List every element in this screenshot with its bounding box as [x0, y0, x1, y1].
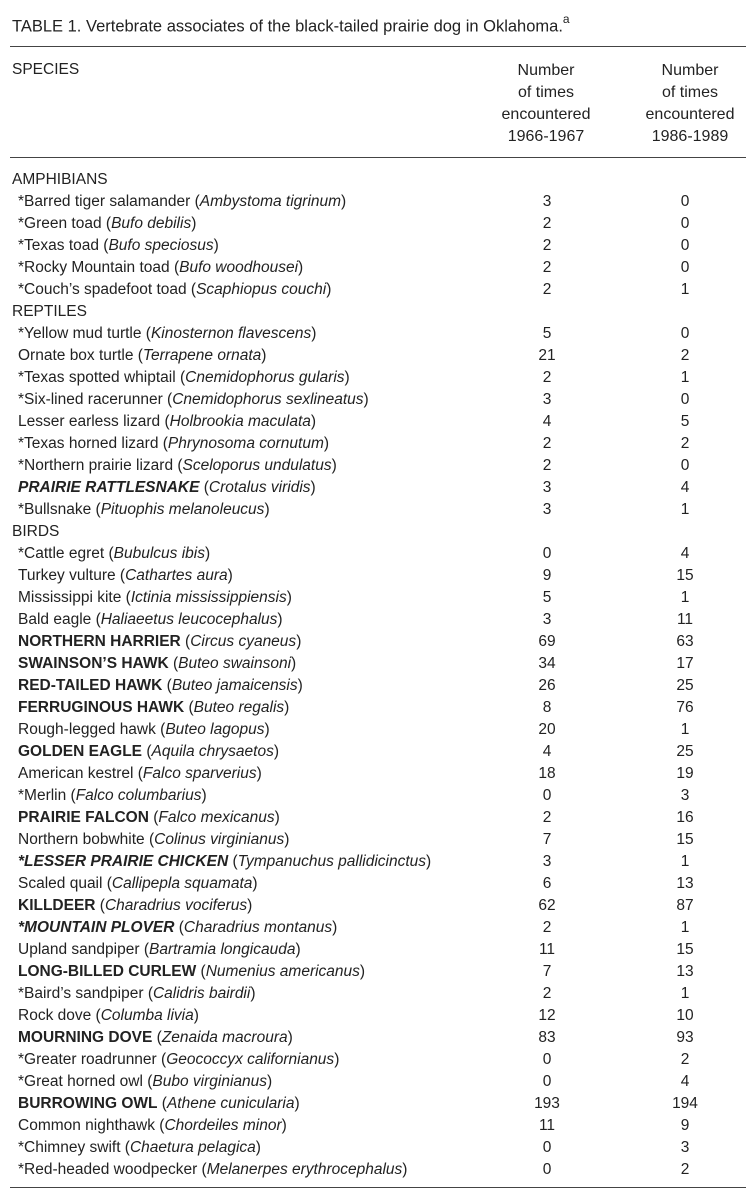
group-heading [0, 521, 756, 543]
count-1986-1989: 15 [676, 567, 694, 584]
table-row [0, 433, 756, 455]
scientific-name: Crotalus viridis [208, 479, 311, 496]
count-1966-1967: 3 [542, 501, 552, 518]
count-1966-1967: 2 [542, 809, 552, 826]
count-1986-1989: 13 [676, 963, 694, 980]
table-row [0, 191, 756, 213]
header-rule [10, 157, 746, 158]
common-name: Mississippi kite [18, 589, 122, 606]
count-1966-1967: 2 [542, 369, 552, 386]
count-1986-1989: 0 [680, 215, 690, 232]
scientific-name: Cnemidophorus sexlineatus [172, 391, 364, 408]
top-rule [10, 46, 746, 47]
table-row [0, 565, 756, 587]
table-row [0, 851, 756, 873]
scientific-name: Buteo swainsoni [178, 655, 292, 672]
scientific-name: Bufo debilis [111, 215, 192, 232]
table-row [0, 1115, 756, 1137]
table-row [0, 499, 756, 521]
scientific-name: Bubo virginianus [152, 1073, 268, 1090]
count-1966-1967: 0 [542, 545, 552, 562]
common-name: MOURNING DOVE [18, 1029, 153, 1046]
count-1986-1989: 17 [676, 655, 694, 672]
count-1966-1967: 2 [542, 237, 552, 254]
count-1966-1967: 0 [542, 1161, 552, 1178]
count-1986-1989: 1 [680, 589, 690, 606]
count-1966-1967: 18 [538, 765, 556, 782]
species-name: Rough-legged hawk (Buteo lagopus) [18, 721, 270, 738]
common-name: KILLDEER [18, 897, 96, 914]
count-1966-1967: 21 [538, 347, 556, 364]
species-name: *Texas spotted whiptail (Cnemidophorus gularis) [18, 369, 350, 386]
header-col1-line: encountered [501, 106, 591, 123]
common-name: Bald eagle [18, 611, 92, 628]
scientific-name: Scaphiopus couchi [196, 281, 327, 298]
species-name: Rock dove (Columba livia) [18, 1007, 199, 1024]
count-1966-1967: 12 [538, 1007, 556, 1024]
species-name: Common nighthawk (Chordeiles minor) [18, 1117, 287, 1134]
caption-text: TABLE 1. Vertebrate associates of the black-tailed prairie dog in Oklahoma. [12, 17, 563, 36]
caption-footnote-marker: a [562, 12, 570, 26]
count-1966-1967: 4 [542, 743, 552, 760]
header-col-1966-1967 [481, 60, 611, 148]
common-name: PRAIRIE FALCON [18, 809, 149, 826]
count-1986-1989: 10 [676, 1007, 694, 1024]
count-1986-1989: 9 [680, 1117, 690, 1134]
scientific-name: Chaetura pelagica [129, 1139, 256, 1156]
table-row [0, 345, 756, 367]
count-1966-1967: 3 [542, 193, 552, 210]
count-1966-1967: 26 [538, 677, 556, 694]
count-1986-1989: 3 [680, 787, 690, 804]
table-row [0, 257, 756, 279]
common-name: American kestrel [18, 765, 134, 782]
header-col-1986-1989 [625, 60, 755, 148]
common-name: *Chimney swift [18, 1139, 121, 1156]
count-1966-1967: 8 [542, 699, 552, 716]
count-1986-1989: 1 [680, 853, 690, 870]
species-name: *Great horned owl (Bubo virginianus) [18, 1073, 273, 1090]
scientific-name: Charadrius montanus [183, 919, 333, 936]
count-1966-1967: 7 [542, 831, 552, 848]
table-row [0, 1159, 756, 1181]
table-row [0, 653, 756, 675]
table-row [0, 389, 756, 411]
species-name: *LESSER PRAIRIE CHICKEN (Tympanuchus pallidicinctus) [18, 853, 432, 870]
species-name: PRAIRIE FALCON (Falco mexicanus) [18, 809, 280, 826]
common-name: *Barred tiger salamander [18, 193, 191, 210]
table-row [0, 477, 756, 499]
species-name: *Yellow mud turtle (Kinosternon flavescens) [18, 325, 317, 342]
scientific-name: Zenaida macroura [161, 1029, 288, 1046]
table-row [0, 587, 756, 609]
table-row [0, 411, 756, 433]
species-name: RED-TAILED HAWK (Buteo jamaicensis) [18, 677, 303, 694]
common-name: *Texas spotted whiptail [18, 369, 176, 386]
scientific-name: Falco columbarius [75, 787, 202, 804]
count-1966-1967: 193 [534, 1095, 560, 1112]
count-1966-1967: 5 [542, 589, 552, 606]
common-name: Common nighthawk [18, 1117, 155, 1134]
scientific-name: Tympanuchus pallidicinctus [237, 853, 427, 870]
count-1966-1967: 3 [542, 853, 552, 870]
count-1986-1989: 0 [680, 325, 690, 342]
species-name: BURROWING OWL (Athene cunicularia) [18, 1095, 300, 1112]
table-row [0, 1093, 756, 1115]
table-row [0, 1027, 756, 1049]
count-1986-1989: 76 [676, 699, 694, 716]
count-1966-1967: 11 [538, 941, 556, 958]
table-row [0, 675, 756, 697]
table-row [0, 213, 756, 235]
species-name: KILLDEER (Charadrius vociferus) [18, 897, 253, 914]
table-row [0, 1049, 756, 1071]
count-1986-1989: 1 [680, 501, 690, 518]
scientific-name: Numenius americanus [205, 963, 360, 980]
count-1966-1967: 83 [538, 1029, 556, 1046]
scientific-name: Aquila chrysaetos [151, 743, 274, 760]
header-col2-line: Number [661, 62, 719, 79]
group-label: BIRDS [12, 523, 60, 540]
species-name: Scaled quail (Callipepla squamata) [18, 875, 258, 892]
species-name: Lesser earless lizard (Holbrookia maculata) [18, 413, 317, 430]
scientific-name: Chordeiles minor [164, 1117, 282, 1134]
scientific-name: Columba livia [100, 1007, 194, 1024]
table-row [0, 455, 756, 477]
scientific-name: Athene cunicularia [166, 1095, 295, 1112]
count-1986-1989: 0 [680, 259, 690, 276]
table-row [0, 279, 756, 301]
count-1986-1989: 15 [676, 941, 694, 958]
table-row [0, 741, 756, 763]
count-1986-1989: 0 [680, 193, 690, 210]
count-1986-1989: 11 [676, 611, 694, 628]
scientific-name: Melanerpes erythrocephalus [206, 1161, 403, 1178]
species-name: Bald eagle (Haliaeetus leucocephalus) [18, 611, 283, 628]
table-body [0, 169, 756, 1181]
count-1986-1989: 15 [676, 831, 694, 848]
common-name: Rough-legged hawk [18, 721, 156, 738]
scientific-name: Phrynosoma cornutum [167, 435, 324, 452]
common-name: *Cattle egret [18, 545, 105, 562]
table-caption [12, 14, 570, 37]
count-1986-1989: 1 [680, 369, 690, 386]
common-name: *Baird’s sandpiper [18, 985, 144, 1002]
species-name: *Northern prairie lizard (Sceloporus undulatus) [18, 457, 337, 474]
common-name: *Northern prairie lizard [18, 457, 174, 474]
species-name: Turkey vulture (Cathartes aura) [18, 567, 233, 584]
common-name: Lesser earless lizard [18, 413, 161, 430]
count-1966-1967: 2 [542, 435, 552, 452]
scientific-name: Ictinia mississippiensis [130, 589, 287, 606]
group-label: AMPHIBIANS [12, 171, 108, 188]
table-row [0, 631, 756, 653]
count-1986-1989: 2 [680, 1051, 690, 1068]
count-1986-1989: 1 [680, 281, 690, 298]
table-row [0, 983, 756, 1005]
scientific-name: Holbrookia maculata [169, 413, 311, 430]
count-1986-1989: 25 [676, 743, 694, 760]
common-name: Turkey vulture [18, 567, 116, 584]
species-name: GOLDEN EAGLE (Aquila chrysaetos) [18, 743, 279, 760]
count-1966-1967: 62 [538, 897, 556, 914]
species-name: NORTHERN HARRIER (Circus cyaneus) [18, 633, 302, 650]
header-col1-line: of times [517, 84, 574, 101]
scientific-name: Falco sparverius [142, 765, 257, 782]
scientific-name: Terrapene ornata [142, 347, 262, 364]
scientific-name: Sceloporus undulatus [182, 457, 332, 474]
species-name: FERRUGINOUS HAWK (Buteo regalis) [18, 699, 290, 716]
table-row [0, 543, 756, 565]
species-name: MOURNING DOVE (Zenaida macroura) [18, 1029, 293, 1046]
common-name: Rock dove [18, 1007, 92, 1024]
species-name: PRAIRIE RATTLESNAKE (Crotalus viridis) [18, 479, 316, 496]
species-name: Upland sandpiper (Bartramia longicauda) [18, 941, 301, 958]
table-row [0, 697, 756, 719]
scientific-name: Bubulcus ibis [113, 545, 205, 562]
scientific-name: Buteo regalis [193, 699, 285, 716]
species-name: *Six-lined racerunner (Cnemidophorus sexlineatus) [18, 391, 369, 408]
scientific-name: Kinosternon flavescens [150, 325, 312, 342]
header-col1-line: 1966-1967 [507, 128, 585, 145]
table-row [0, 873, 756, 895]
species-name: *Red-headed woodpecker (Melanerpes erythrocephalus) [18, 1161, 408, 1178]
count-1966-1967: 2 [542, 457, 552, 474]
common-name: *Green toad [18, 215, 102, 232]
species-name: American kestrel (Falco sparverius) [18, 765, 262, 782]
count-1986-1989: 1 [680, 985, 690, 1002]
count-1966-1967: 3 [542, 611, 552, 628]
table-row [0, 763, 756, 785]
count-1966-1967: 20 [538, 721, 556, 738]
common-name: *Great horned owl [18, 1073, 143, 1090]
species-name: *Bullsnake (Pituophis melanoleucus) [18, 501, 270, 518]
count-1966-1967: 3 [542, 391, 552, 408]
common-name: *Rocky Mountain toad [18, 259, 170, 276]
header-col1-line: Number [517, 62, 575, 79]
count-1986-1989: 4 [680, 545, 690, 562]
count-1986-1989: 2 [680, 347, 690, 364]
species-name: *Texas horned lizard (Phrynosoma cornutum) [18, 435, 330, 452]
count-1966-1967: 0 [542, 1139, 552, 1156]
common-name: PRAIRIE RATTLESNAKE [18, 479, 200, 496]
table-row [0, 807, 756, 829]
common-name: LONG-BILLED CURLEW [18, 963, 197, 980]
scientific-name: Callipepla squamata [111, 875, 253, 892]
count-1986-1989: 2 [680, 435, 690, 452]
common-name: NORTHERN HARRIER [18, 633, 181, 650]
count-1966-1967: 2 [542, 919, 552, 936]
table-row [0, 609, 756, 631]
group-heading [0, 169, 756, 191]
count-1966-1967: 0 [542, 1073, 552, 1090]
species-name: *Cattle egret (Bubulcus ibis) [18, 545, 211, 562]
scientific-name: Buteo jamaicensis [171, 677, 298, 694]
scientific-name: Bartramia longicauda [148, 941, 296, 958]
table-row [0, 895, 756, 917]
common-name: *Six-lined racerunner [18, 391, 163, 408]
table-row [0, 829, 756, 851]
common-name: GOLDEN EAGLE [18, 743, 143, 760]
scientific-name: Cathartes aura [125, 567, 228, 584]
table-row [0, 961, 756, 983]
common-name: *Texas horned lizard [18, 435, 159, 452]
species-name: LONG-BILLED CURLEW (Numenius americanus) [18, 963, 366, 980]
count-1986-1989: 1 [680, 721, 690, 738]
common-name: *Red-headed woodpecker [18, 1161, 198, 1178]
scientific-name: Haliaeetus leucocephalus [100, 611, 278, 628]
species-name: *Rocky Mountain toad (Bufo woodhousei) [18, 259, 304, 276]
count-1986-1989: 5 [680, 413, 690, 430]
scientific-name: Calidris bairdii [152, 985, 251, 1002]
count-1966-1967: 0 [542, 787, 552, 804]
species-name: *Green toad (Bufo debilis) [18, 215, 197, 232]
common-name: SWAINSON’S HAWK [18, 655, 169, 672]
count-1986-1989: 0 [680, 391, 690, 408]
count-1966-1967: 6 [542, 875, 552, 892]
count-1986-1989: 16 [676, 809, 694, 826]
count-1966-1967: 2 [542, 281, 552, 298]
table-row [0, 1005, 756, 1027]
table-row [0, 719, 756, 741]
count-1966-1967: 2 [542, 985, 552, 1002]
count-1966-1967: 0 [542, 1051, 552, 1068]
count-1986-1989: 13 [676, 875, 694, 892]
species-name: SWAINSON’S HAWK (Buteo swainsoni) [18, 655, 297, 672]
header-col2-line: of times [661, 84, 718, 101]
common-name: BURROWING OWL [18, 1095, 158, 1112]
count-1966-1967: 2 [542, 215, 552, 232]
common-name: *Yellow mud turtle [18, 325, 142, 342]
species-name: *Barred tiger salamander (Ambystoma tigrinum) [18, 193, 347, 210]
common-name: *Bullsnake [18, 501, 92, 518]
common-name: *MOUNTAIN PLOVER [18, 919, 175, 936]
count-1986-1989: 4 [680, 1073, 690, 1090]
count-1986-1989: 194 [672, 1095, 698, 1112]
table-row [0, 235, 756, 257]
table-row [0, 1071, 756, 1093]
count-1986-1989: 2 [680, 1161, 690, 1178]
count-1966-1967: 9 [542, 567, 552, 584]
count-1966-1967: 4 [542, 413, 552, 430]
group-label: REPTILES [12, 303, 87, 320]
scientific-name: Pituophis melanoleucus [100, 501, 265, 518]
count-1966-1967: 69 [538, 633, 556, 650]
species-name: Northern bobwhite (Colinus virginianus) [18, 831, 290, 848]
scientific-name: Ambystoma tigrinum [199, 193, 342, 210]
scientific-name: Colinus virginianus [154, 831, 285, 848]
count-1986-1989: 3 [680, 1139, 690, 1156]
scientific-name: Falco mexicanus [158, 809, 275, 826]
count-1986-1989: 0 [680, 237, 690, 254]
count-1986-1989: 87 [676, 897, 694, 914]
scientific-name: Buteo lagopus [165, 721, 265, 738]
scientific-name: Circus cyaneus [190, 633, 297, 650]
count-1986-1989: 25 [676, 677, 694, 694]
group-heading [0, 301, 756, 323]
common-name: *Greater roadrunner [18, 1051, 157, 1068]
table-row [0, 323, 756, 345]
scientific-name: Bufo speciosus [108, 237, 214, 254]
header-col2-line: 1986-1989 [651, 128, 729, 145]
table-row [0, 785, 756, 807]
count-1966-1967: 34 [538, 655, 556, 672]
common-name: Ornate box turtle [18, 347, 134, 364]
count-1966-1967: 5 [542, 325, 552, 342]
header-col2-line: encountered [645, 106, 735, 123]
common-name: *Couch’s spadefoot toad [18, 281, 187, 298]
species-name: *MOUNTAIN PLOVER (Charadrius montanus) [18, 919, 338, 936]
count-1966-1967: 7 [542, 963, 552, 980]
species-name: *Merlin (Falco columbarius) [18, 787, 207, 804]
count-1986-1989: 93 [676, 1029, 694, 1046]
species-name: *Greater roadrunner (Geococcyx californianus) [18, 1051, 340, 1068]
table-row [0, 939, 756, 961]
scientific-name: Charadrius vociferus [104, 897, 248, 914]
species-name: *Texas toad (Bufo speciosus) [18, 237, 219, 254]
common-name: *Texas toad [18, 237, 99, 254]
common-name: *Merlin [18, 787, 67, 804]
table-row [0, 1137, 756, 1159]
species-name: *Couch’s spadefoot toad (Scaphiopus couchi) [18, 281, 332, 298]
count-1986-1989: 19 [676, 765, 694, 782]
scientific-name: Geococcyx californianus [166, 1051, 335, 1068]
species-name: Mississippi kite (Ictinia mississippiensis) [18, 589, 292, 606]
count-1986-1989: 0 [680, 457, 690, 474]
common-name: Upland sandpiper [18, 941, 140, 958]
common-name: FERRUGINOUS HAWK [18, 699, 185, 716]
count-1966-1967: 3 [542, 479, 552, 496]
header-species: SPECIES [12, 61, 80, 78]
count-1986-1989: 4 [680, 479, 690, 496]
species-name: Ornate box turtle (Terrapene ornata) [18, 347, 267, 364]
scientific-name: Bufo woodhousei [179, 259, 299, 276]
species-name: *Baird’s sandpiper (Calidris bairdii) [18, 985, 256, 1002]
count-1986-1989: 63 [676, 633, 694, 650]
common-name: RED-TAILED HAWK [18, 677, 163, 694]
common-name: Northern bobwhite [18, 831, 145, 848]
common-name: *LESSER PRAIRIE CHICKEN [18, 853, 229, 870]
bottom-rule [10, 1187, 746, 1188]
scientific-name: Cnemidophorus gularis [185, 369, 345, 386]
table-row [0, 367, 756, 389]
common-name: Scaled quail [18, 875, 103, 892]
count-1966-1967: 2 [542, 259, 552, 276]
count-1986-1989: 1 [680, 919, 690, 936]
count-1966-1967: 11 [538, 1117, 556, 1134]
table-row [0, 917, 756, 939]
species-name: *Chimney swift (Chaetura pelagica) [18, 1139, 261, 1156]
